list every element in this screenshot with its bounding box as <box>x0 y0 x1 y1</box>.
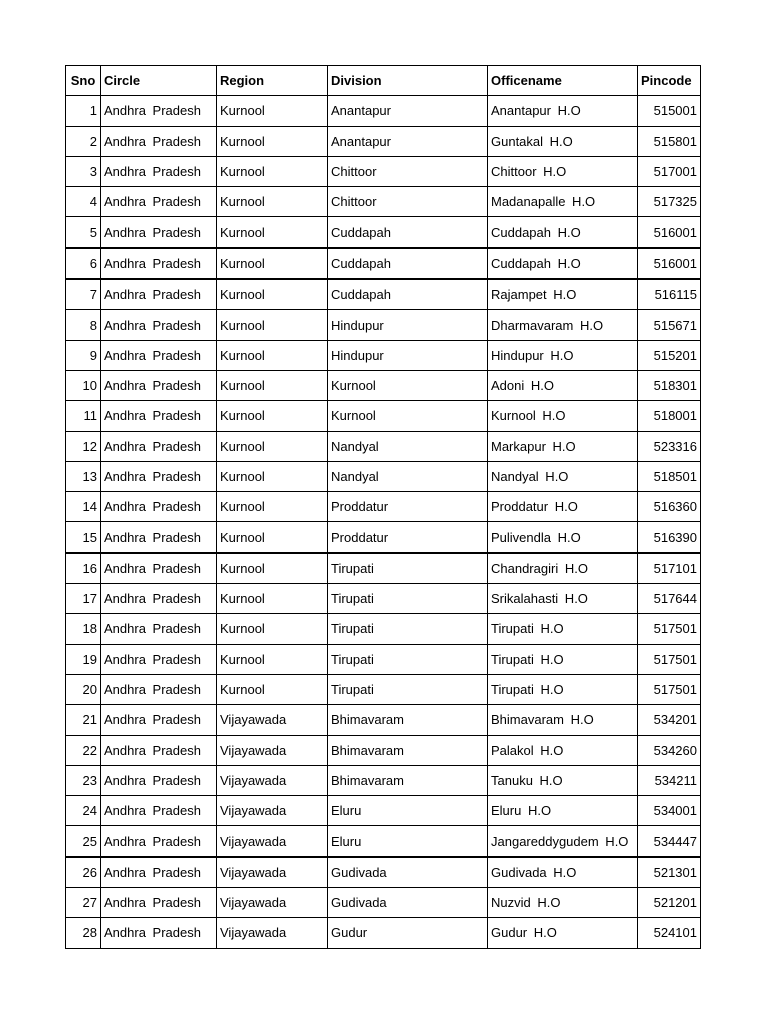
table-row <box>66 888 701 918</box>
cell-officename: Hindupur H.O <box>488 340 638 370</box>
cell-circle: Andhra Pradesh <box>101 826 217 857</box>
cell-officename: Palakol H.O <box>488 735 638 765</box>
table-row <box>66 340 701 370</box>
cell-sno: 2 <box>66 126 101 156</box>
cell-division: Gudivada <box>328 857 488 888</box>
cell-sno: 12 <box>66 431 101 461</box>
cell-circle: Andhra Pradesh <box>101 248 217 279</box>
cell-officename: Tirupati H.O <box>488 644 638 674</box>
table-row <box>66 705 701 735</box>
cell-pincode: 517501 <box>638 644 701 674</box>
table-row <box>66 735 701 765</box>
cell-circle: Andhra Pradesh <box>101 522 217 553</box>
cell-pincode: 518501 <box>638 461 701 491</box>
cell-division: Bhimavaram <box>328 705 488 735</box>
cell-division: Tirupati <box>328 553 488 584</box>
cell-region: Kurnool <box>217 156 328 186</box>
cell-division: Hindupur <box>328 310 488 340</box>
cell-officename: Kurnool H.O <box>488 401 638 431</box>
cell-division: Anantapur <box>328 96 488 126</box>
cell-division: Tirupati <box>328 614 488 644</box>
cell-region: Kurnool <box>217 310 328 340</box>
cell-region: Kurnool <box>217 492 328 522</box>
cell-division: Kurnool <box>328 401 488 431</box>
table-row <box>66 96 701 126</box>
cell-sno: 17 <box>66 584 101 614</box>
table-row <box>66 826 701 857</box>
cell-division: Cuddapah <box>328 279 488 310</box>
cell-circle: Andhra Pradesh <box>101 401 217 431</box>
cell-region: Kurnool <box>217 431 328 461</box>
cell-division: Kurnool <box>328 370 488 400</box>
table-row <box>66 584 701 614</box>
cell-sno: 11 <box>66 401 101 431</box>
cell-officename: Gudivada H.O <box>488 857 638 888</box>
cell-region: Kurnool <box>217 279 328 310</box>
cell-pincode: 534201 <box>638 705 701 735</box>
cell-circle: Andhra Pradesh <box>101 156 217 186</box>
cell-pincode: 516390 <box>638 522 701 553</box>
cell-sno: 15 <box>66 522 101 553</box>
table-row <box>66 492 701 522</box>
cell-pincode: 524101 <box>638 918 701 948</box>
table-row <box>66 370 701 400</box>
cell-region: Kurnool <box>217 217 328 248</box>
cell-sno: 3 <box>66 156 101 186</box>
cell-pincode: 517644 <box>638 584 701 614</box>
cell-sno: 27 <box>66 888 101 918</box>
cell-pincode: 515801 <box>638 126 701 156</box>
table-row <box>66 614 701 644</box>
cell-sno: 21 <box>66 705 101 735</box>
cell-region: Vijayawada <box>217 765 328 795</box>
cell-officename: Tirupati H.O <box>488 674 638 704</box>
cell-pincode: 517325 <box>638 187 701 217</box>
cell-pincode: 534447 <box>638 826 701 857</box>
cell-region: Vijayawada <box>217 888 328 918</box>
cell-pincode: 517501 <box>638 674 701 704</box>
table-row <box>66 279 701 310</box>
cell-division: Tirupati <box>328 644 488 674</box>
cell-pincode: 515001 <box>638 96 701 126</box>
cell-pincode: 534211 <box>638 765 701 795</box>
cell-officename: Bhimavaram H.O <box>488 705 638 735</box>
table-row <box>66 217 701 248</box>
cell-division: Gudivada <box>328 888 488 918</box>
cell-officename: Cuddapah H.O <box>488 248 638 279</box>
post-office-table <box>65 65 701 949</box>
cell-sno: 25 <box>66 826 101 857</box>
cell-pincode: 515671 <box>638 310 701 340</box>
cell-circle: Andhra Pradesh <box>101 492 217 522</box>
cell-sno: 6 <box>66 248 101 279</box>
cell-region: Kurnool <box>217 674 328 704</box>
cell-pincode: 516001 <box>638 217 701 248</box>
cell-division: Cuddapah <box>328 248 488 279</box>
cell-circle: Andhra Pradesh <box>101 644 217 674</box>
cell-officename: Anantapur H.O <box>488 96 638 126</box>
cell-division: Bhimavaram <box>328 765 488 795</box>
cell-pincode: 516115 <box>638 279 701 310</box>
table-row <box>66 401 701 431</box>
header-pincode: Pincode <box>638 66 701 96</box>
cell-region: Kurnool <box>217 187 328 217</box>
cell-officename: Guntakal H.O <box>488 126 638 156</box>
cell-circle: Andhra Pradesh <box>101 857 217 888</box>
cell-officename: Nuzvid H.O <box>488 888 638 918</box>
cell-officename: Chandragiri H.O <box>488 553 638 584</box>
cell-sno: 5 <box>66 217 101 248</box>
cell-pincode: 518301 <box>638 370 701 400</box>
cell-division: Nandyal <box>328 461 488 491</box>
cell-circle: Andhra Pradesh <box>101 461 217 491</box>
table-row <box>66 553 701 584</box>
cell-circle: Andhra Pradesh <box>101 614 217 644</box>
header-row <box>66 66 701 96</box>
cell-division: Proddatur <box>328 522 488 553</box>
cell-sno: 8 <box>66 310 101 340</box>
cell-division: Tirupati <box>328 674 488 704</box>
cell-pincode: 521301 <box>638 857 701 888</box>
cell-pincode: 523316 <box>638 431 701 461</box>
cell-region: Vijayawada <box>217 705 328 735</box>
cell-pincode: 518001 <box>638 401 701 431</box>
cell-pincode: 534001 <box>638 796 701 826</box>
cell-circle: Andhra Pradesh <box>101 553 217 584</box>
table-row <box>66 674 701 704</box>
cell-division: Eluru <box>328 796 488 826</box>
table-row <box>66 126 701 156</box>
cell-officename: Rajampet H.O <box>488 279 638 310</box>
cell-sno: 23 <box>66 765 101 795</box>
header-circle: Circle <box>101 66 217 96</box>
cell-division: Nandyal <box>328 431 488 461</box>
header-sno: Sno <box>66 66 101 96</box>
cell-region: Vijayawada <box>217 735 328 765</box>
table-row <box>66 156 701 186</box>
cell-division: Hindupur <box>328 340 488 370</box>
header-officename: Officename <box>488 66 638 96</box>
cell-circle: Andhra Pradesh <box>101 217 217 248</box>
cell-circle: Andhra Pradesh <box>101 431 217 461</box>
cell-region: Kurnool <box>217 340 328 370</box>
cell-circle: Andhra Pradesh <box>101 584 217 614</box>
cell-officename: Madanapalle H.O <box>488 187 638 217</box>
cell-division: Gudur <box>328 918 488 948</box>
table-row <box>66 857 701 888</box>
cell-region: Kurnool <box>217 461 328 491</box>
cell-circle: Andhra Pradesh <box>101 888 217 918</box>
cell-circle: Andhra Pradesh <box>101 279 217 310</box>
header-division: Division <box>328 66 488 96</box>
table-row <box>66 918 701 948</box>
cell-pincode: 521201 <box>638 888 701 918</box>
cell-pincode: 516360 <box>638 492 701 522</box>
cell-sno: 14 <box>66 492 101 522</box>
table-row <box>66 461 701 491</box>
cell-officename: Srikalahasti H.O <box>488 584 638 614</box>
table-row <box>66 765 701 795</box>
cell-circle: Andhra Pradesh <box>101 370 217 400</box>
cell-officename: Chittoor H.O <box>488 156 638 186</box>
cell-officename: Dharmavaram H.O <box>488 310 638 340</box>
cell-officename: Tanuku H.O <box>488 765 638 795</box>
cell-division: Cuddapah <box>328 217 488 248</box>
cell-circle: Andhra Pradesh <box>101 918 217 948</box>
cell-region: Vijayawada <box>217 826 328 857</box>
cell-region: Kurnool <box>217 614 328 644</box>
cell-circle: Andhra Pradesh <box>101 340 217 370</box>
cell-sno: 1 <box>66 96 101 126</box>
cell-region: Kurnool <box>217 96 328 126</box>
cell-region: Kurnool <box>217 553 328 584</box>
cell-region: Kurnool <box>217 644 328 674</box>
cell-region: Vijayawada <box>217 918 328 948</box>
cell-pincode: 517001 <box>638 156 701 186</box>
table-row <box>66 187 701 217</box>
cell-region: Kurnool <box>217 126 328 156</box>
header-region: Region <box>217 66 328 96</box>
cell-sno: 16 <box>66 553 101 584</box>
cell-sno: 20 <box>66 674 101 704</box>
cell-circle: Andhra Pradesh <box>101 126 217 156</box>
cell-circle: Andhra Pradesh <box>101 674 217 704</box>
cell-sno: 26 <box>66 857 101 888</box>
cell-division: Tirupati <box>328 584 488 614</box>
cell-circle: Andhra Pradesh <box>101 735 217 765</box>
cell-officename: Markapur H.O <box>488 431 638 461</box>
table-row <box>66 310 701 340</box>
cell-officename: Nandyal H.O <box>488 461 638 491</box>
cell-division: Anantapur <box>328 126 488 156</box>
cell-region: Vijayawada <box>217 857 328 888</box>
cell-officename: Pulivendla H.O <box>488 522 638 553</box>
table-row <box>66 248 701 279</box>
table-row <box>66 522 701 553</box>
cell-region: Kurnool <box>217 370 328 400</box>
cell-sno: 7 <box>66 279 101 310</box>
table-body <box>66 96 701 948</box>
cell-sno: 24 <box>66 796 101 826</box>
cell-division: Chittoor <box>328 156 488 186</box>
cell-pincode: 516001 <box>638 248 701 279</box>
cell-officename: Tirupati H.O <box>488 614 638 644</box>
cell-division: Proddatur <box>328 492 488 522</box>
cell-region: Kurnool <box>217 248 328 279</box>
cell-officename: Cuddapah H.O <box>488 217 638 248</box>
cell-circle: Andhra Pradesh <box>101 96 217 126</box>
table-row <box>66 644 701 674</box>
cell-circle: Andhra Pradesh <box>101 310 217 340</box>
cell-sno: 18 <box>66 614 101 644</box>
cell-division: Bhimavaram <box>328 735 488 765</box>
cell-division: Chittoor <box>328 187 488 217</box>
cell-sno: 28 <box>66 918 101 948</box>
cell-officename: Adoni H.O <box>488 370 638 400</box>
cell-officename: Jangareddygudem H.O <box>488 826 638 857</box>
cell-region: Kurnool <box>217 401 328 431</box>
table-row <box>66 796 701 826</box>
cell-circle: Andhra Pradesh <box>101 765 217 795</box>
cell-region: Kurnool <box>217 584 328 614</box>
cell-region: Kurnool <box>217 522 328 553</box>
cell-circle: Andhra Pradesh <box>101 187 217 217</box>
cell-pincode: 517501 <box>638 614 701 644</box>
cell-officename: Proddatur H.O <box>488 492 638 522</box>
cell-circle: Andhra Pradesh <box>101 796 217 826</box>
cell-sno: 10 <box>66 370 101 400</box>
cell-sno: 4 <box>66 187 101 217</box>
cell-officename: Gudur H.O <box>488 918 638 948</box>
cell-officename: Eluru H.O <box>488 796 638 826</box>
cell-pincode: 517101 <box>638 553 701 584</box>
cell-sno: 13 <box>66 461 101 491</box>
cell-division: Eluru <box>328 826 488 857</box>
table-row <box>66 431 701 461</box>
cell-circle: Andhra Pradesh <box>101 705 217 735</box>
cell-region: Vijayawada <box>217 796 328 826</box>
cell-pincode: 515201 <box>638 340 701 370</box>
cell-sno: 19 <box>66 644 101 674</box>
cell-sno: 22 <box>66 735 101 765</box>
cell-pincode: 534260 <box>638 735 701 765</box>
cell-sno: 9 <box>66 340 101 370</box>
